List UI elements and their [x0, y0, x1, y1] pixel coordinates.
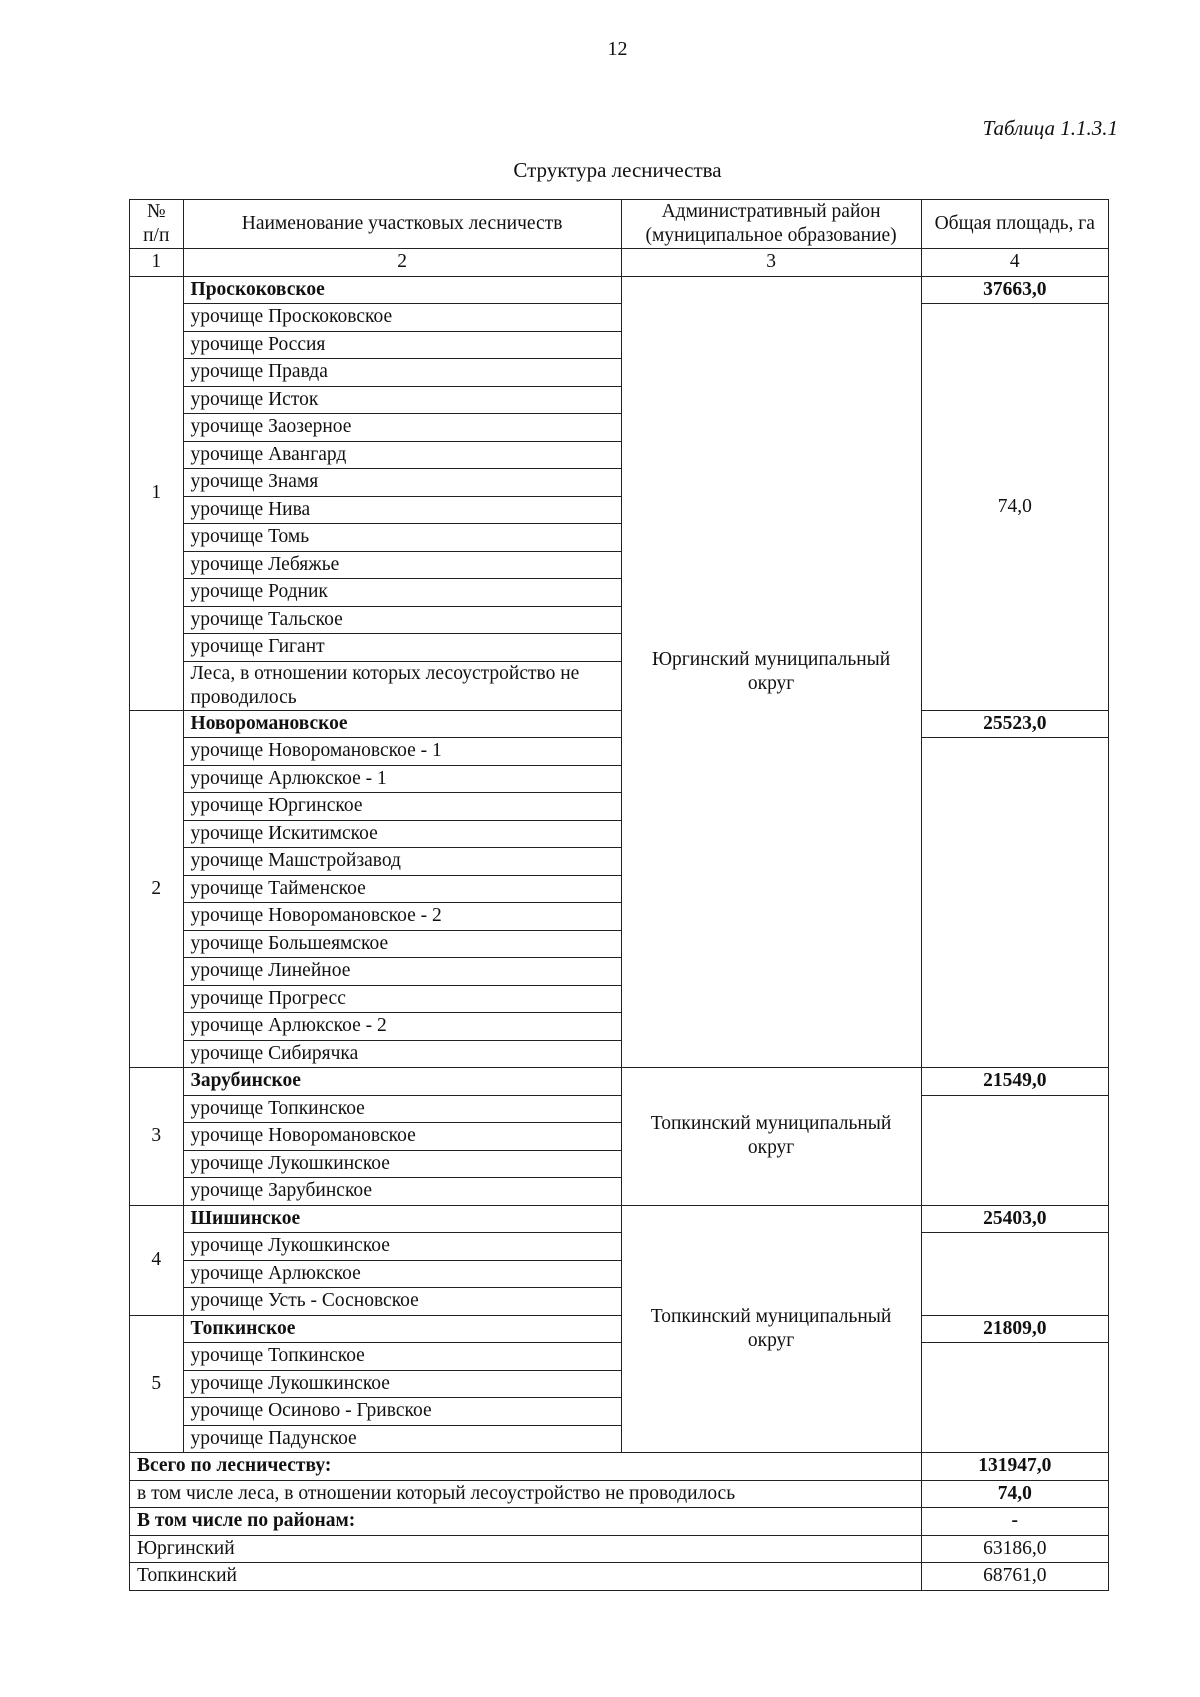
tract-name: урочище Арлюкское - 1: [183, 765, 621, 793]
header-area: Общая площадь, га: [921, 200, 1108, 249]
column-number: 4: [921, 249, 1108, 277]
tract-name: урочище Лукошкинское: [183, 1370, 621, 1398]
tract-row: [130, 1095, 1109, 1123]
tract-area-cell: [921, 1233, 1108, 1316]
section-row: [130, 1068, 1109, 1096]
tract-name: урочище Топкинское: [183, 1343, 621, 1371]
column-number-row: [130, 249, 1109, 277]
tract-name: урочище Заозерное: [183, 414, 621, 442]
total-value: -: [921, 1508, 1108, 1536]
section-name: Топкинское: [183, 1315, 621, 1343]
district-cell: Топкинский муниципальный округ: [621, 1068, 921, 1206]
tract-row: [130, 1343, 1109, 1371]
tract-name: урочище Арлюкское: [183, 1260, 621, 1288]
total-label: в том числе леса, в отношении который лесоустройство не проводилось: [130, 1480, 922, 1508]
tract-name: урочище Арлюкское - 2: [183, 1013, 621, 1041]
tract-area-cell: [921, 1095, 1108, 1205]
unsurveyed-forests-name: Леса, в отношении которых лесоустройство не проводилось: [183, 661, 621, 710]
tract-name: урочище Сибирячка: [183, 1040, 621, 1068]
total-row: [130, 1480, 1109, 1508]
tract-name: урочище Новоромановское - 2: [183, 903, 621, 931]
tract-name: урочище Исток: [183, 386, 621, 414]
section-name: Новоромановское: [183, 710, 621, 738]
tract-name: урочище Тайменское: [183, 875, 621, 903]
section-number: 1: [130, 276, 184, 710]
total-row: [130, 1563, 1109, 1591]
tract-name: урочище Осиново - Гривское: [183, 1398, 621, 1426]
tract-name: урочище Большеямское: [183, 930, 621, 958]
section-area: 37663,0: [921, 276, 1108, 304]
section-row: [130, 710, 1109, 738]
tract-name: урочище Лебяжье: [183, 551, 621, 579]
table-caption: Таблица 1.1.3.1: [982, 116, 1118, 140]
total-value: 68761,0: [921, 1563, 1108, 1591]
tract-name: урочище Падунское: [183, 1425, 621, 1453]
tract-area-cell: 74,0: [921, 304, 1108, 711]
tract-name: урочище Новоромановское: [183, 1123, 621, 1151]
forestry-structure-table: [129, 199, 1109, 1591]
tract-name: урочище Искитимское: [183, 820, 621, 848]
section-area: 25523,0: [921, 710, 1108, 738]
tract-name: урочище Знамя: [183, 469, 621, 497]
section-area: 21549,0: [921, 1068, 1108, 1096]
section-number: 4: [130, 1205, 184, 1315]
tract-row: [130, 304, 1109, 332]
total-row: [130, 1453, 1109, 1481]
header-no: № п/п: [130, 200, 184, 249]
column-number: 2: [183, 249, 621, 277]
tract-name: урочище Родник: [183, 579, 621, 607]
tract-name: урочище Лукошкинское: [183, 1233, 621, 1261]
table-title: Структура лесничества: [513, 158, 722, 182]
tract-name: урочище Россия: [183, 331, 621, 359]
tract-name: урочище Прогресс: [183, 985, 621, 1013]
tract-name: урочище Зарубинское: [183, 1178, 621, 1206]
header-name: Наименование участковых лесничеств: [183, 200, 621, 249]
tract-name: урочище Нива: [183, 496, 621, 524]
section-area: 25403,0: [921, 1205, 1108, 1233]
tract-name: урочище Правда: [183, 359, 621, 387]
tract-name: урочище Лукошкинское: [183, 1150, 621, 1178]
total-label: Юргинский: [130, 1535, 922, 1563]
tract-name: урочище Топкинское: [183, 1095, 621, 1123]
column-number: 1: [130, 249, 184, 277]
total-value: 131947,0: [921, 1453, 1108, 1481]
total-label: В том числе по районам:: [130, 1508, 922, 1536]
tract-name: урочище Тальское: [183, 606, 621, 634]
tract-area-cell: [921, 1343, 1108, 1453]
total-value: 74,0: [921, 1480, 1108, 1508]
header-district: Административный район (муниципальное образование): [621, 200, 921, 249]
district-cell: Топкинский муниципальный округ: [621, 1205, 921, 1453]
total-label: Всего по лесничеству:: [130, 1453, 922, 1481]
tract-name: урочище Авангард: [183, 441, 621, 469]
tract-name: урочище Машстройзавод: [183, 848, 621, 876]
section-number: 3: [130, 1068, 184, 1206]
page-number: 12: [607, 38, 628, 60]
total-label: Топкинский: [130, 1563, 922, 1591]
tract-row: [130, 1233, 1109, 1261]
section-area: 21809,0: [921, 1315, 1108, 1343]
tract-name: урочище Усть - Сосновское: [183, 1288, 621, 1316]
column-number: 3: [621, 249, 921, 277]
district-cell: Юргинский муниципальный округ: [621, 276, 921, 1068]
section-name: Зарубинское: [183, 1068, 621, 1096]
section-row: [130, 1205, 1109, 1233]
total-row: [130, 1508, 1109, 1536]
section-name: Проскоковское: [183, 276, 621, 304]
total-value: 63186,0: [921, 1535, 1108, 1563]
tract-name: урочище Гигант: [183, 634, 621, 662]
section-row: [130, 1315, 1109, 1343]
tract-name: урочище Томь: [183, 524, 621, 552]
section-name: Шишинское: [183, 1205, 621, 1233]
section-number: 2: [130, 710, 184, 1068]
tract-row: [130, 738, 1109, 766]
section-row: [130, 276, 1109, 304]
tract-name: урочище Проскоковское: [183, 304, 621, 332]
total-row: [130, 1535, 1109, 1563]
tract-name: урочище Линейное: [183, 958, 621, 986]
tract-name: урочище Юргинское: [183, 793, 621, 821]
section-number: 5: [130, 1315, 184, 1453]
header-row: [130, 200, 1109, 249]
tract-area-cell: [921, 738, 1108, 1068]
tract-name: урочище Новоромановское - 1: [183, 738, 621, 766]
